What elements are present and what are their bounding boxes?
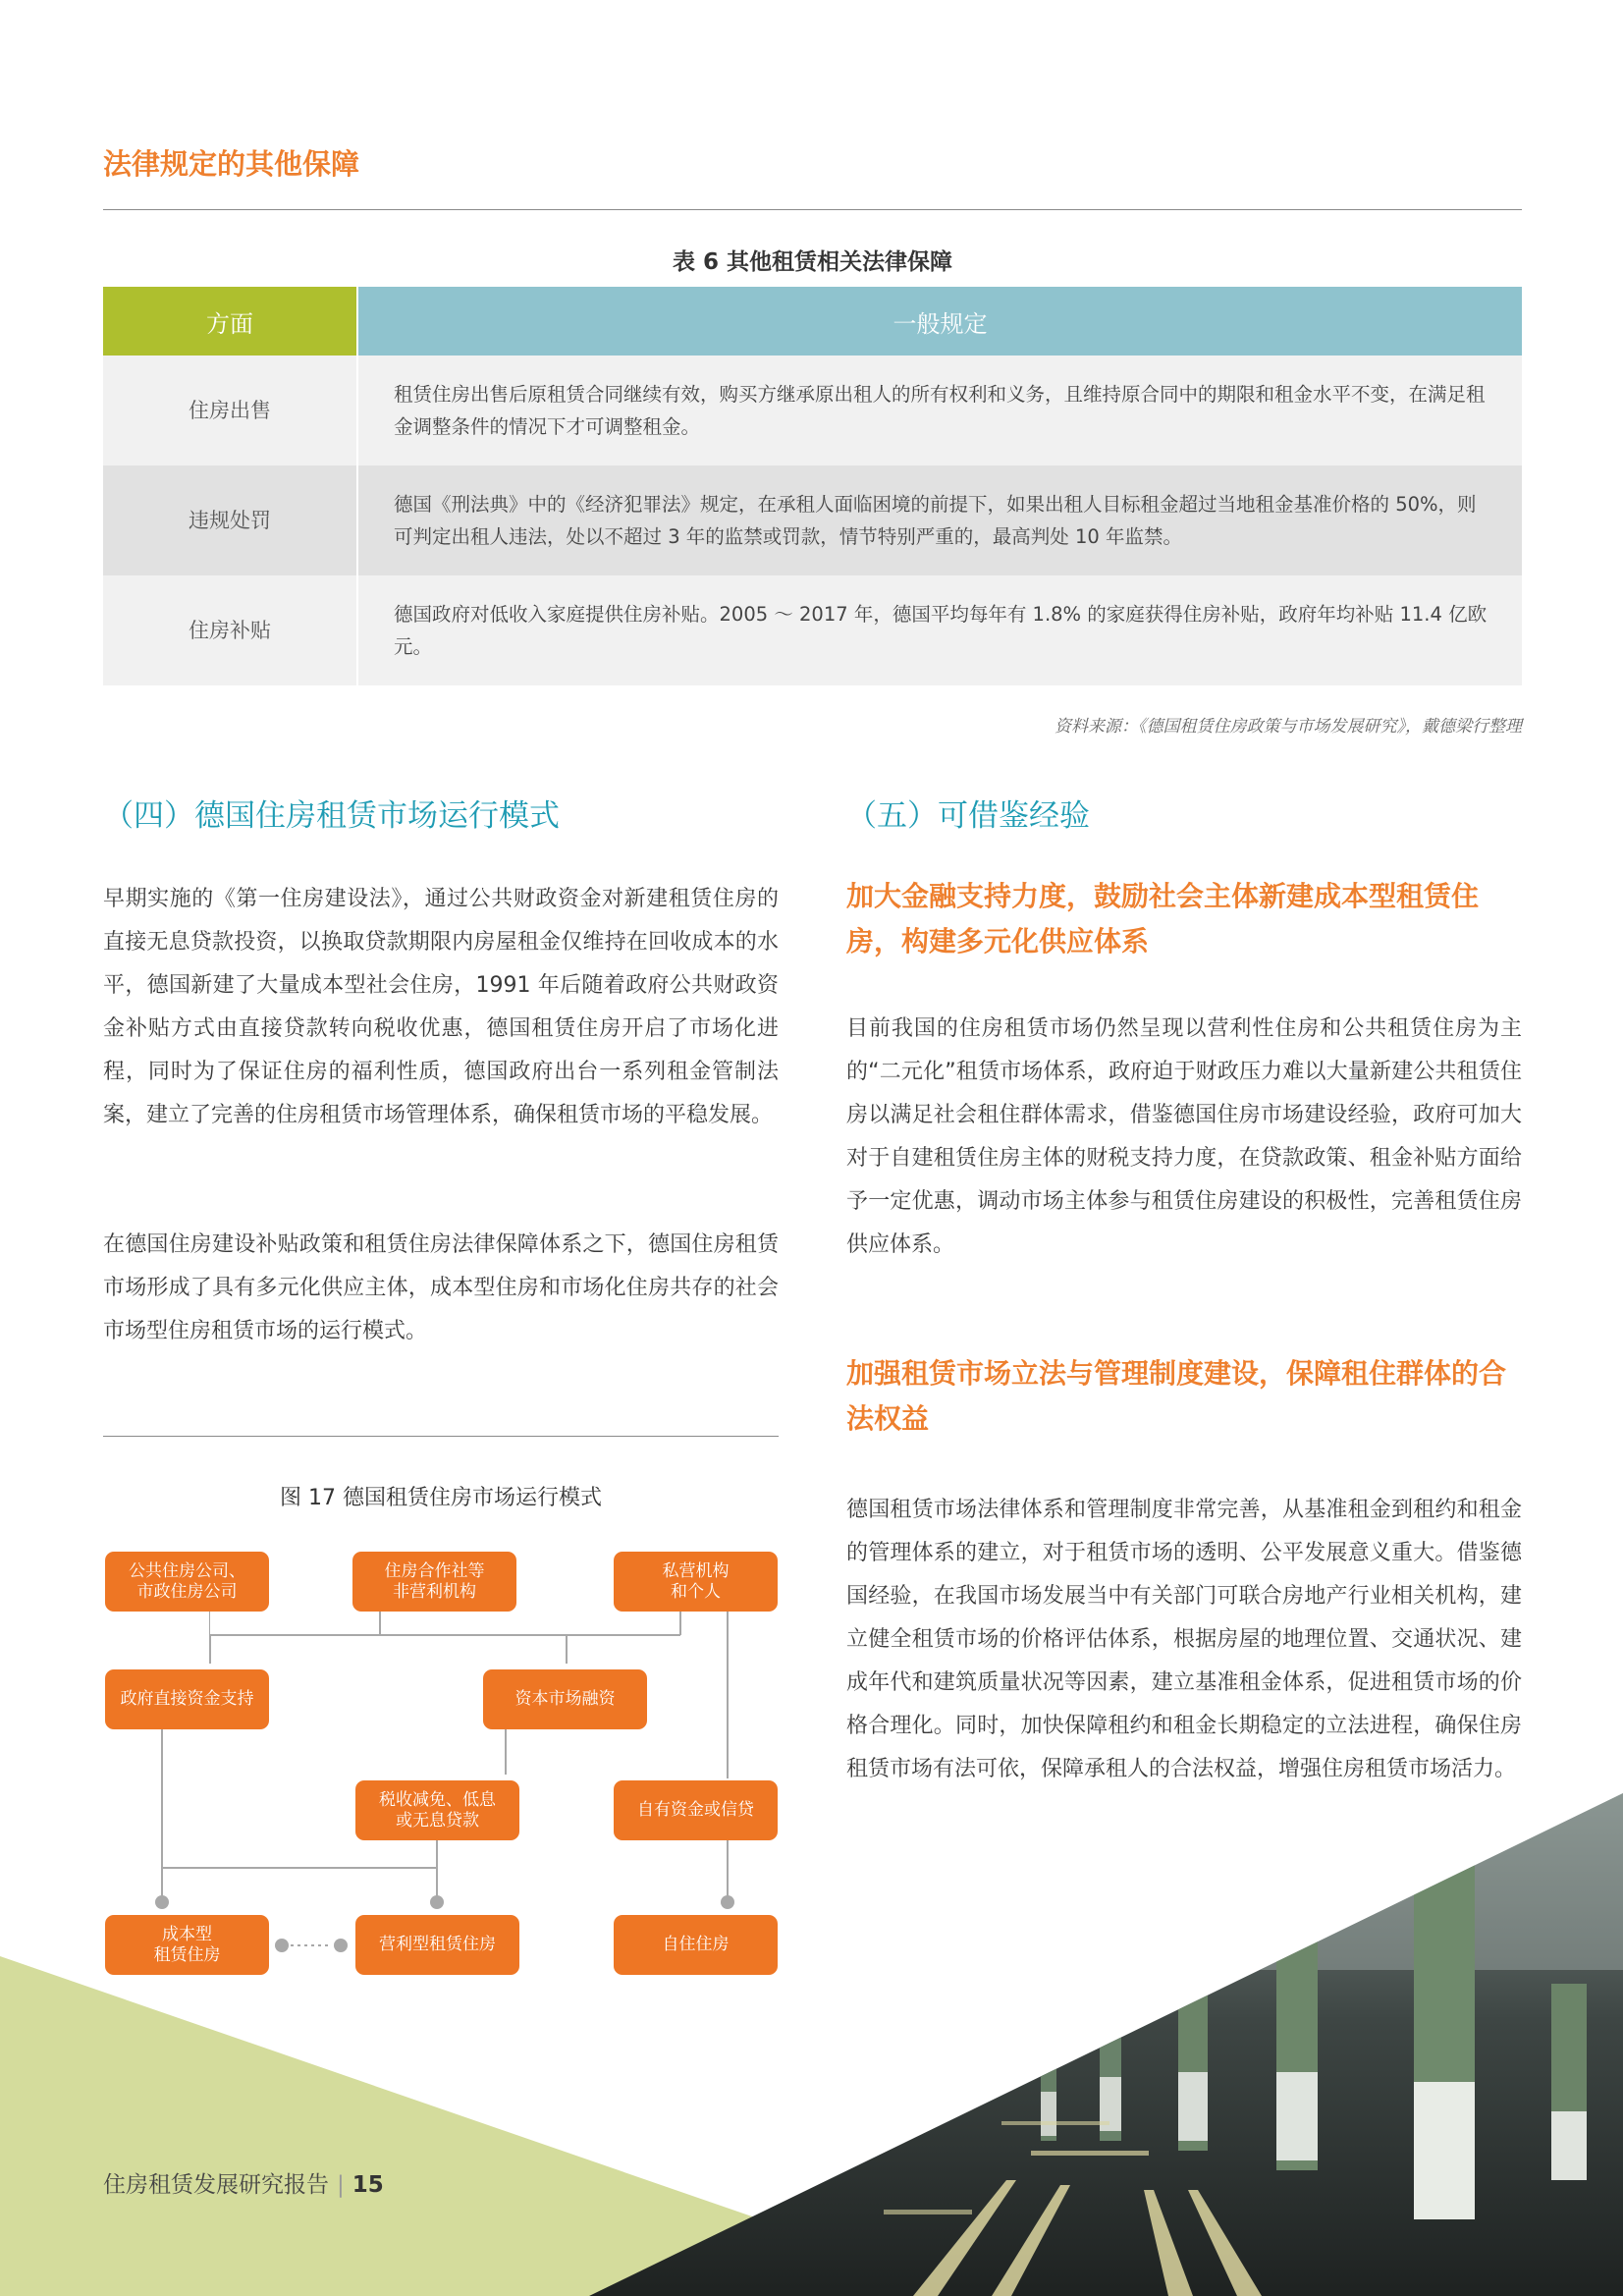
row-aspect: 违规处罚 — [103, 465, 357, 575]
row-rule: 租赁住房出售后原租赁合同继续有效，购买方继承原出租人的所有权利和义务，且维持原合同中的期限和租金水平不变，在满足租金调整条件的情况下才可调整租金。 — [357, 355, 1522, 465]
row-aspect: 住房出售 — [103, 355, 357, 465]
box-capital-market: 资本市场融资 — [483, 1669, 647, 1729]
box-housing-cooperative: 住房合作社等 非营利机构 — [352, 1552, 516, 1612]
header-general-rule: 一般规定 — [357, 287, 1522, 355]
box-cost-rental: 成本型 租赁住房 — [105, 1915, 269, 1975]
section-heading: 法律规定的其他保障 — [103, 147, 360, 181]
left-heading: （四）德国住房租赁市场运行模式 — [103, 798, 560, 834]
right-heading: （五）可借鉴经验 — [846, 798, 1090, 834]
table-caption: 表 6 其他租赁相关法律保障 — [672, 249, 953, 275]
box-private-institutions: 私营机构 和个人 — [614, 1552, 778, 1612]
table-source-note: 资料来源：《德国租赁住房政策与市场发展研究》，戴德梁行整理 — [1055, 717, 1522, 737]
right-paragraph-1: 目前我国的住房租赁市场仍然呈现以营利性住房和公共租赁住房为主的“二元化”租赁市场体系，政府迫于财政压力难以大量新建公共租赁住房以满足社会租住群体需求，借鉴德国住房市场建设经验，政府可加大对于自建租赁住房主体的财税支持力度，在贷款政策、租金补贴方面给予一定优惠，调动市场主体参与租赁住房建设的积极性，完善租赁住房供应体系。 — [846, 1016, 1522, 1257]
left-paragraph-2: 在德国住房建设补贴政策和租赁住房法律保障体系之下，德国住房租赁市场形成了具有多元化供应主体，成本型住房和市场化住房共存的社会市场型住房租赁市场的运行模式。 — [103, 1232, 779, 1343]
box-government-funding: 政府直接资金支持 — [105, 1669, 269, 1729]
right-subheading-1: 加大金融支持力度，鼓励社会主体新建成本型租赁住房，构建多元化供应体系 — [846, 880, 1480, 957]
figure-caption: 图 17 德国租赁住房市场运行模式 — [280, 1486, 602, 1510]
box-own-funds: 自有资金或信贷 — [614, 1780, 778, 1840]
box-public-housing-company: 公共住房公司、 市政住房公司 — [105, 1552, 269, 1612]
left-paragraph-1: 早期实施的《第一住房建设法》，通过公共财政资金对新建租赁住房的直接无息贷款投资，以换取贷款期限内房屋租金仅维持在回收成本的水平，德国新建了大量成本型社会住房，1991 年后随着政府公共财政资金补贴方式由直接贷款转向税收优惠，德国租赁住房开启了市场化进程，同时为了保证住房的福利性质，德国政府出台一系列租金管制法案，建立了完善的住房租赁市场管理体系，确保租赁市场的平稳发展。 — [103, 887, 779, 1127]
box-tax-relief: 税收减免、低息 或无息贷款 — [355, 1780, 519, 1840]
right-paragraph-2: 德国租赁市场法律体系和管理制度非常完善，从基准租金到租约和租金的管理体系的建立，对于租赁市场的透明、公平发展意义重大。借鉴德国经验，在我国市场发展当中有关部门可联合房地产行业相关机构，建立健全租赁市场的价格评估体系，根据房屋的地理位置、交通状况、建成年代和建筑质量状况等因素，建立基准租金体系，促进租赁市场的价格合理化。同时，加快保障租约和租金长期稳定的立法进程，确保住房租赁市场有法可依，保障承租人的合法权益，增强住房租赁市场活力。 — [846, 1498, 1522, 1781]
row-rule: 德国政府对低收入家庭提供住房补贴。2005 ～ 2017 年，德国平均每年有 1.8% 的家庭获得住房补贴，政府年均补贴 11.4 亿欧元。 — [357, 575, 1522, 685]
right-subheading-2: 加强租赁市场立法与管理制度建设，保障租住群体的合法权益 — [846, 1357, 1507, 1435]
page-footer — [103, 2166, 384, 2199]
footer-separator: | — [337, 2172, 345, 2198]
footer-title: 住房租赁发展研究报告 — [103, 2172, 329, 2198]
row-rule: 德国《刑法典》中的《经济犯罪法》规定，在承租人面临困境的前提下，如果出租人目标租金超过当地租金基准价格的 50%，则可判定出租人违法，处以不超过 3 年的监禁或罚款，情节特别严重的，最高判处 10 年监禁。 — [357, 465, 1522, 575]
box-profit-rental: 营利型租赁住房 — [355, 1915, 519, 1975]
row-aspect: 住房补贴 — [103, 575, 357, 685]
page-number: 15 — [352, 2172, 384, 2198]
header-aspect: 方面 — [103, 287, 357, 355]
box-owner-occupied: 自住住房 — [614, 1915, 778, 1975]
